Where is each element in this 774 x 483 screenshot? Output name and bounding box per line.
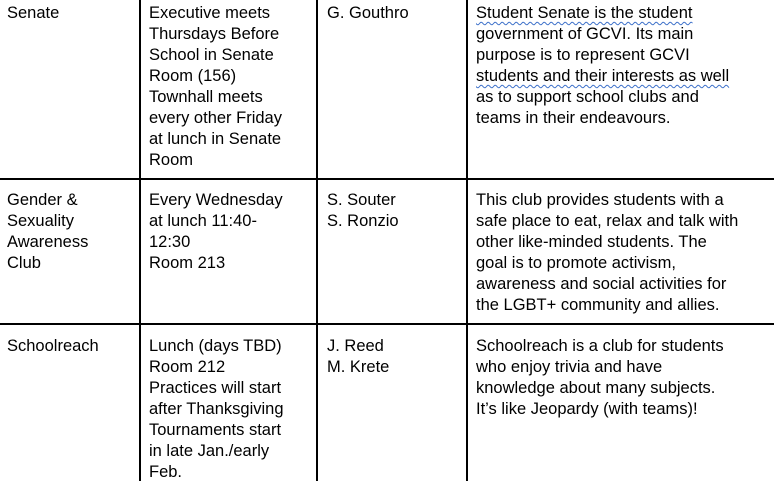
club-name-cell: Schoolreach [7,337,99,355]
club-name-cell: Gender & Sexuality Awareness Club [7,191,89,272]
description-line: Student Senate is the student [476,4,693,22]
row-divider [0,178,774,180]
column-divider [466,0,468,481]
advisor-cell: J. Reed M. Krete [327,337,390,376]
meeting-info-cell: Executive meets Thursdays Before School in Senate Room (156) Townhall meets every other Friday at lunch in Senate Room [149,4,282,169]
column-divider [139,0,141,481]
description-cell: This club provides students with a safe place to eat, relax and talk with other like-minded students. The goal is to promote activism, awareness and social activities for the LGBT+ community and allies. [476,191,739,314]
row-divider [0,323,774,325]
description-line: teams in their endeavours. [476,109,671,127]
advisor-cell: S. Souter S. Ronzio [327,191,399,230]
description-line: purpose is to represent GCVI [476,46,690,64]
description-cell [476,3,772,129]
advisor-cell: G. Gouthro [327,4,409,22]
meeting-info-cell: Every Wednesday at lunch 11:40- 12:30 Room 213 [149,191,283,272]
meeting-info-cell: Lunch (days TBD) Room 212 Practices will start after Thanksgiving Tournaments start in late Jan./early Feb. [149,337,284,481]
column-divider [316,0,318,481]
description-line: government of GCVI. Its main [476,25,694,43]
description-line: as to support school clubs and [476,88,699,106]
description-line: students and their interests as well [476,67,730,85]
club-name-cell: Senate [7,4,60,22]
description-cell: Schoolreach is a club for students who enjoy trivia and have knowledge about many subjects. It’s like Jeopardy (with teams)! [476,337,724,418]
